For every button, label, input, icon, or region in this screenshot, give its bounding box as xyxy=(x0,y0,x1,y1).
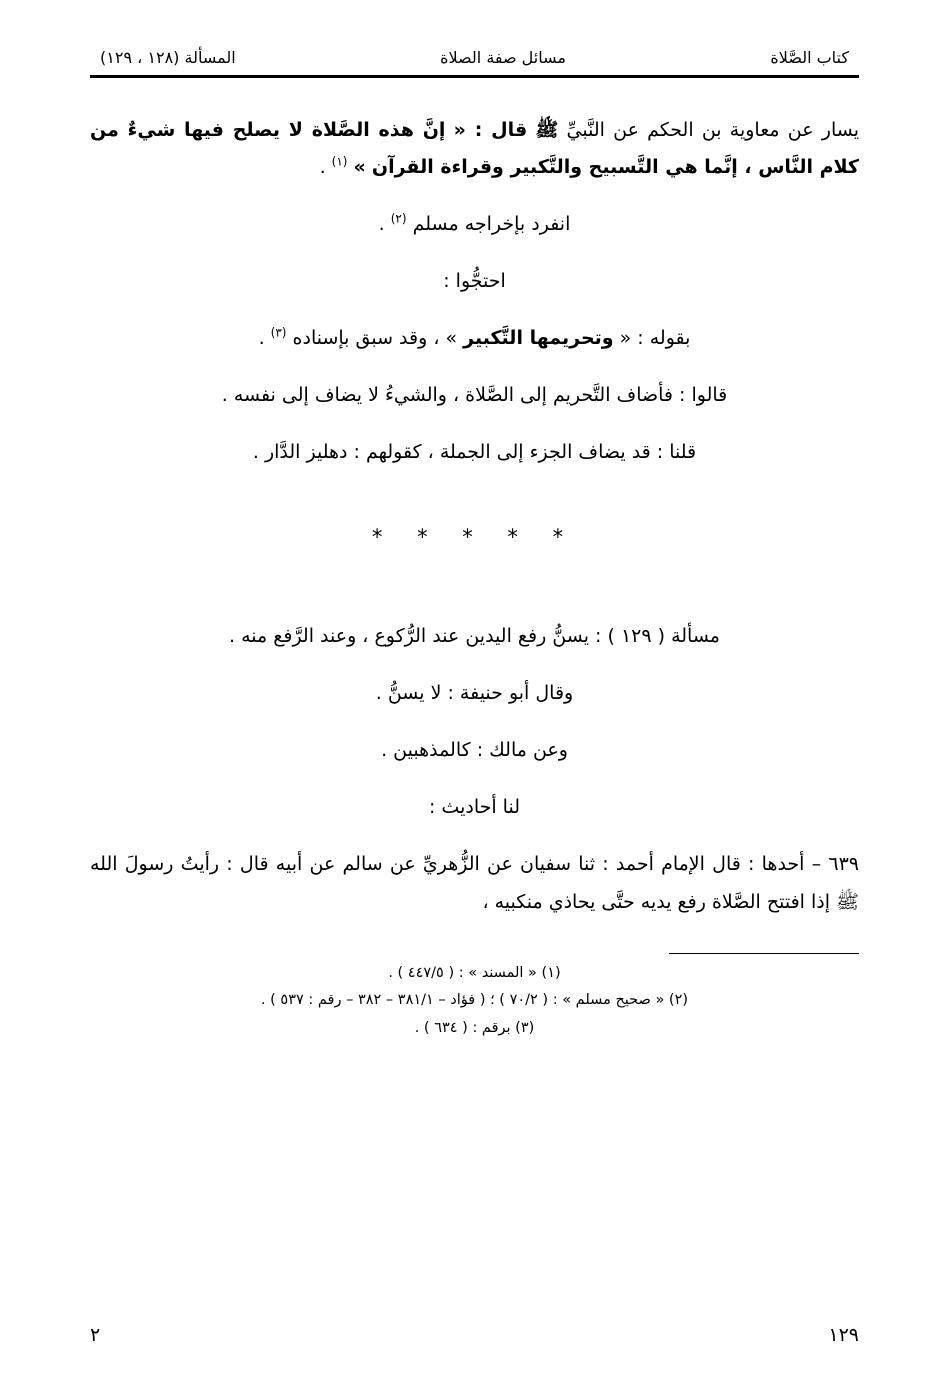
footnote-item: (١) « المسند » : ( ٤٤٧/٥ ) . xyxy=(388,964,561,981)
hadith-639-tail: إذا افتتح الصَّلاة رفع يديه حتَّى يحاذي منكبيه ، xyxy=(482,890,830,913)
footnote-marker-2: (٢) xyxy=(390,211,407,226)
page-body xyxy=(90,112,859,921)
footnote-item: (٢) « صحيح مسلم » : ( ٧٠/٢ ) ؛ ( فؤاد – ٣٨١/١ – ٣٨٢ – رقم : ٥٣٧ ) . xyxy=(260,992,689,1009)
page-header xyxy=(90,40,859,67)
paragraph-qalu: قالوا : فأضاف التَّحريم إلى الصَّلاة ، والشيءُ لا يضاف إلى نفسه . xyxy=(221,384,728,407)
section-separator-stars: * * * * * xyxy=(371,525,578,550)
hadith-1-quote: إنَّ هذه الصَّلاة لا يصلح فيها شيءٌ من كلام النَّاس ، إنَّما هي التَّسبيح والتَّكبير وقراءة القرآن xyxy=(90,119,859,179)
footnotes-section xyxy=(90,947,859,1043)
salla-allah-icon-2: ﷺ xyxy=(836,890,859,913)
hadith-1-end: . xyxy=(319,156,326,179)
paragraph-hadith-639 xyxy=(90,846,859,920)
paragraph-qulna: قلنا : قد يضاف الجزء إلى الجملة ، كقولهم : دهليز الدَّار . xyxy=(252,441,697,464)
hadith-639-text: ٦٣٩ – أحدها : قال الإمام أحمد : ثنا سفيان عن الزُّهريِّ عن سالم عن أبيه قال : رأيتُ رسولَ الله xyxy=(90,853,859,876)
paragraph-takhrij xyxy=(90,206,859,243)
paragraph-malik: وعن مالك : كالمذهبين . xyxy=(381,739,568,762)
header-divider xyxy=(90,75,859,78)
paragraph-abu-hanifa: وقال أبو حنيفة : لا يسنُّ . xyxy=(375,682,574,705)
hadith-1-quote-close: » xyxy=(353,156,366,179)
paragraph-quote-takbir xyxy=(90,320,859,357)
quote-takbir-intro: بقوله : « xyxy=(619,327,691,350)
takhrij-text: انفرد بإخراجه مسلم xyxy=(412,213,571,236)
takhrij-end: . xyxy=(378,213,385,236)
hadith-1-qala: قال : « xyxy=(453,119,528,141)
footer-page-number: ١٢٩ xyxy=(828,1324,859,1346)
hadith-1-intro: يسار عن معاوية بن الحكم عن النَّبيِّ xyxy=(566,119,859,141)
footnote-marker-1: (١) xyxy=(331,154,348,169)
salla-allah-icon: ﷺ xyxy=(535,119,559,141)
header-book-title: كتاب الصَّلاة xyxy=(770,48,849,67)
footnotes-divider xyxy=(669,953,859,954)
page-footer xyxy=(90,1324,859,1346)
paragraph-lana-ahadith: لنا أحاديث : xyxy=(428,796,520,819)
header-issue-number: المسألة (١٢٨ ، ١٢٩) xyxy=(100,48,236,67)
paragraph-masala-129: مسألة ( ١٢٩ ) : يسنُّ رفع اليدين عند الرُّكوع ، وعند الرَّفع منه . xyxy=(229,625,720,648)
paragraph-ihtajju: احتجُّوا : xyxy=(443,270,506,293)
footnote-marker-3: (٣) xyxy=(270,325,287,340)
paragraph-hadith-1 xyxy=(90,112,859,186)
quote-takbir-text: وتحريمها التَّكبير xyxy=(463,327,614,350)
header-chapter-title: مسائل صفة الصلاة xyxy=(440,48,566,67)
footer-volume-number: ٢ xyxy=(90,1324,101,1346)
footnote-item: (٣) برقم : ( ٦٣٤ ) . xyxy=(414,1019,535,1036)
quote-takbir-end: . xyxy=(258,327,265,350)
quote-takbir-tail: » ، وقد سبق بإسناده xyxy=(292,327,458,350)
